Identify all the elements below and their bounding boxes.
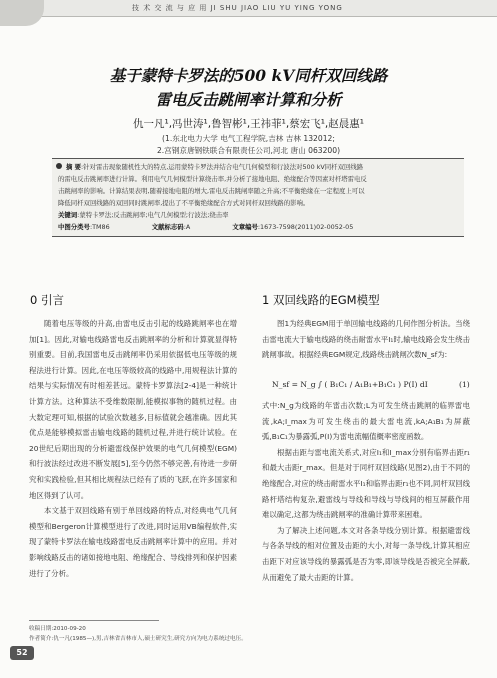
classification-line [58,222,353,231]
running-header-text: 技 术 交 流 与 应 用 JI SHU JIAO LIU YU YING YONG [132,4,343,12]
section-1-body-a [262,316,470,363]
affiliation-line1: (1.东北电力大学 电气工程学院,吉林 吉林 132012; [162,134,335,143]
footnote-rule [29,620,159,621]
section-0-paragraph-1: 随着电压等级的升高,由雷电反击引起的线路跳闸率也在增加[1]。因此,对输电线路雷电反击跳闸率的分析和计算就显得特别重要。目前,我国雷电反击跳闸率仍采用依据低电压等级的规程法进行计算。因此,在电压等级较高的线路中,用规程法计算的结果与实际情况有时相差甚远。蒙特卡罗算法[2-4]是一种统计计算方法。这种算法不受维数限制,能模拟事物的随机过程。由大数定理可知,根据的试验次数越多,目标值就会越准确。因此其优点是能够模拟雷击输电线路的随机过程,并进行统计试验。在20世纪后期出现的分析避雷线保护效果的电气几何模型(EGM)和行波法经过改进不断发展[5],至今仍然不够完善,有待进一步研究和实践检验,但其相比规程法已经有了质的飞跃,在许多国家和地区得到了认可。 [29,319,237,500]
abstract-bullet-icon [56,163,62,169]
abstract-text-1: :针对雷击现象随机性大的特点,运用蒙特卡罗法并结合电气几何模型和行波法对500 kV同杆双回线路 [81,163,364,171]
clc-value: :TM86 [89,223,110,231]
clc-label: 中图分类号 [58,223,90,231]
corner-decoration [0,0,44,26]
section-1-body-b [262,398,470,585]
article-no-label: 文章编号 [232,223,258,231]
keywords-text: :蒙特卡罗法;反击跳闸率;电气几何模型;行波法;绕击率 [77,211,229,219]
section-0-body [29,316,237,581]
section-1-paragraph-4: 为了解决上述问题,本文对各条导线分别计算。根据避雷线与各条导线的相对位置及击距的大小,对每一条导线,计算其相应击距下对应该导线的暴露弧是否为零,即该导线是否被完全屏蔽,从而避免了最大击距的计算。 [262,525,470,582]
author-bio: 作者简介:仇一凡(1985—),男,吉林省吉林市人,硕士研究生,研究方向为电力系统过电压。 [29,636,247,642]
section-1-paragraph-1: 图1为经典EGM用于单回输电线路的几何作图分析法。当绕击雷电流大于输电线路的绕击耐雷水平I₁时,输电线路会发生绕击跳闸事故。根据经典EGM规定,线路绕击跳闸次数N_sf为: [262,319,470,360]
section-1-heading: 1 双回线路的EGM模型 [262,293,380,307]
abstract-line-4: 降低同杆双回线路的双回同时跳闸率,提出了不平衡绝缘配合方式对同杆双回线路的影响。 [58,199,310,207]
paper-title-line2: 雷电反击跳闸率计算和分析 [155,90,342,109]
author-list: 仇一凡¹,冯世涛¹,鲁智彬¹,王祎菲¹,蔡宏飞¹,赵晨惠¹ [133,118,364,130]
section-1-paragraph-3: 根据击距与雷电流关系式,对应I₁和I_max分别有临界击距r₁和最大击距r_max。但是对于同杆双回线路(见图2),由于不同的绝缘配合,对应的绕击耐雷水平I₁和临界击距r₁也不同,同杆双回线路杆塔结构复杂,避雷线与导线和导线与导线间的相互屏蔽作用难以确定,这都为绕击跳闸率的准确计算带来困难。 [262,447,471,520]
abstract-line-2: 的雷电反击跳闸率进行计算。利用电气几何模型计算绕击率,并分析了接地电阻、绝缘配合等因素对杆塔雷电反 [58,175,367,183]
page-number: 52 [10,646,34,660]
doc-code-value: :A [183,223,191,231]
keywords-label: 关键词 [58,211,78,219]
article-no-value: :1673-7598(2011)02-0052-05 [257,223,354,231]
equation-1: N_sf = N_g ∫ ( B₁C₁ / A₁B₁+B₁C₁ ) P(I) dI [272,380,428,389]
abstract-line-1 [66,162,363,171]
affiliation-line2: 2.宫钢京唐钢铁联合有限责任公司,河北 唐山 063200) [156,146,341,155]
paper-title-line1: 基于蒙特卡罗法的500 kV同杆双回线路 [109,66,388,85]
doc-code-label: 文献标志码 [151,223,184,231]
abstract-line-3: 击跳闸率的影响。计算结果表明,随着接地电阻的增大,雷电反击跳闸率随之升高;不平衡绝缘在一定程度上可以 [58,187,365,195]
section-1-paragraph-2: 式中:N_g为线路的年雷击次数;L为可发生绕击跳闸的临界雷电流,kA;I_max为可发生绕击的最大雷电流,kA;A₁B₁为屏蔽弧,B₁C₁为暴露弧,P(I)为雷电流幅值概率密度函数。 [262,401,470,442]
equation-1-number: (1) [459,380,470,389]
section-0-paragraph-2: 本文基于双回线路有别于单回线路的特点,对经典电气几何模型和Bergeron计算模型进行了改进,同时运用VB编程软件,实现了蒙特卡罗法在输电线路雷电反击跳闸率计算中的应用。并对影响线路反击的诸如接地电阻、绝缘配合、导线排列和保护因素进行了分析。 [29,506,237,578]
received-date: 收稿日期:2010-09-20 [29,626,86,632]
abstract-label: 摘 要 [66,163,82,171]
section-0-heading: 0 引言 [30,293,64,307]
keywords-line [58,210,229,219]
